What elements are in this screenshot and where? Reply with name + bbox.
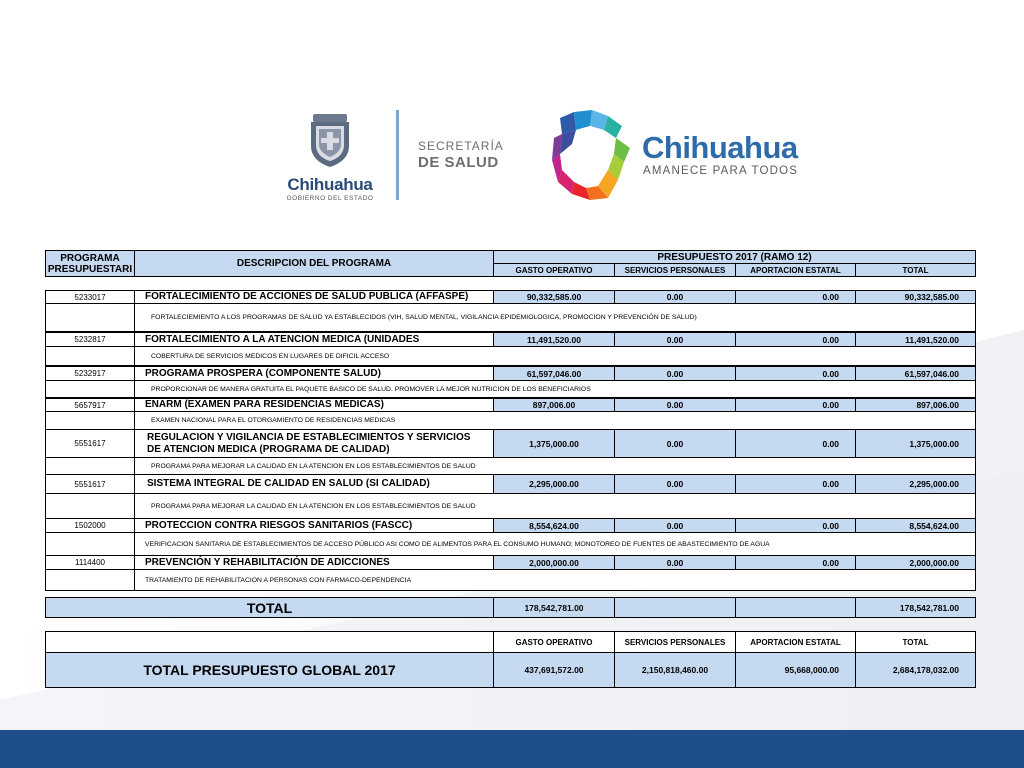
table-row-code: 1502000 [45, 518, 135, 533]
table-row-desc: PROGRAMA PARA MEJORAR LA CALIDAD EN LA ATENCION EN LOS ESTABLECIMIENTOS DE SALUD [134, 493, 976, 519]
header-presupuesto: PRESUPUESTO 2017 (RAMO 12) [493, 250, 976, 264]
table-row-gasto: 61,597,046.00 [493, 366, 615, 381]
header-descripcion: DESCRIPCION DEL PROGRAMA [134, 250, 494, 277]
table-row-name: PROGRAMA PROSPERA (COMPONENTE SALUD) [134, 366, 494, 381]
header-gasto: GASTO OPERATIVO [493, 263, 615, 277]
table-row-gasto: 897,006.00 [493, 398, 615, 412]
table-row-desc-code [45, 346, 135, 366]
table-row-desc: FORTALECIEMIENTO A LOS PROGRAMAS DE SALUD YA ESTABLECIDOS (VIH, SALUD MENTAL, VIGILANCIA EPIDEMIOLOGICA, PROMOCION Y PREVENCIÓN DE SALUD) [134, 303, 976, 332]
table-row-total: 61,597,046.00 [855, 366, 976, 381]
header-servicios: SERVICIOS PERSONALES [614, 263, 736, 277]
table-row-desc-code [45, 532, 135, 556]
table-row-desc-code [45, 457, 135, 475]
table-row-desc: TRATAMIENTO DE REHABILITACION A PERSONAS CON FARMACO-DEPENDENCIA [134, 569, 976, 591]
header-total: TOTAL [855, 263, 976, 277]
table-row-desc: PROGRAMA PARA MEJORAR LA CALIDAD EN LA ATENCION EN LOS ESTABLECIMIENTOS DE SALUD [134, 457, 976, 475]
total-servicios [614, 597, 736, 618]
table-row-servicios: 0.00 [614, 398, 736, 412]
table-row-gasto: 1,375,000.00 [493, 429, 615, 458]
footer-bar [0, 730, 1024, 768]
table-row-servicios: 0.00 [614, 429, 736, 458]
table-row-name: FORTALECIMIENTO A LA ATENCION MEDICA (UNIDADES [134, 332, 494, 347]
table-row-code: 5551617 [45, 429, 135, 458]
table-row-aportacion: 0.00 [735, 474, 856, 494]
table-row-name: PREVENCIÓN Y REHABILITACIÓN DE ADICCIONES [134, 555, 494, 570]
table-row-desc-code [45, 569, 135, 591]
table-row-aportacion: 0.00 [735, 290, 856, 304]
table-row-total: 1,375,000.00 [855, 429, 976, 458]
table-row-aportacion: 0.00 [735, 555, 856, 570]
table-row-name: ENARM (EXAMEN PARA RESIDENCIAS MEDICAS) [134, 398, 494, 412]
table-row-aportacion: 0.00 [735, 366, 856, 381]
table-row-desc-code [45, 303, 135, 332]
table-row-desc: EXAMEN NACIONAL PARA EL OTORGAMIENTO DE RESIDENCIAS MEDICAS [134, 411, 976, 430]
table-row-gasto: 2,295,000.00 [493, 474, 615, 494]
table-row-total: 11,491,520.00 [855, 332, 976, 347]
table-row-desc-code [45, 380, 135, 398]
table-row-desc-code [45, 493, 135, 519]
table-row-name: REGULACION Y VIGILANCIA DE ESTABLECIMIENTOS Y SERVICIOS DE ATENCION MEDICA (PROGRAMA DE CALIDAD) [134, 429, 494, 458]
table-row-desc-code [45, 411, 135, 430]
table-row-code: 5551617 [45, 474, 135, 494]
table-row-code: 5232817 [45, 332, 135, 347]
table-row-gasto: 8,554,624.00 [493, 518, 615, 533]
global-total-label: TOTAL PRESUPUESTO GLOBAL 2017 [45, 652, 494, 688]
global-header-total: TOTAL [855, 631, 976, 653]
total-label: TOTAL [45, 597, 494, 618]
header-aportacion: APORTACION ESTATAL [735, 263, 856, 277]
header-programa: PROGRAMA PRESUPUESTARI [45, 250, 135, 277]
table-row-servicios: 0.00 [614, 332, 736, 347]
table-row-servicios: 0.00 [614, 474, 736, 494]
table-row-total: 897,006.00 [855, 398, 976, 412]
table-row-code: 5232917 [45, 366, 135, 381]
global-header-gasto: GASTO OPERATIVO [493, 631, 615, 653]
coat-of-arms-icon [307, 112, 353, 168]
total-total: 178,542,781.00 [855, 597, 976, 618]
table-row-code: 1114400 [45, 555, 135, 570]
table-row-total: 2,000,000.00 [855, 555, 976, 570]
global-gasto: 437,691,572.00 [493, 652, 615, 688]
chihuahua-map-icon [552, 108, 632, 202]
table-row-gasto: 90,332,585.00 [493, 290, 615, 304]
table-row-servicios: 0.00 [614, 555, 736, 570]
gobierno-subtitle: GOBIERNO DEL ESTADO [286, 195, 374, 202]
table-row-gasto: 2,000,000.00 [493, 555, 615, 570]
table-row-name: SISTEMA INTEGRAL DE CALIDAD EN SALUD (SI CALIDAD) [134, 474, 494, 494]
table-row-total: 8,554,624.00 [855, 518, 976, 533]
table-row-desc: COBERTURA DE SERVICIOS MEDICOS EN LUGARES DE DIFICIL ACCESO [134, 346, 976, 366]
global-total: 2,684,178,032.00 [855, 652, 976, 688]
table-row-aportacion: 0.00 [735, 429, 856, 458]
table-row-aportacion: 0.00 [735, 398, 856, 412]
table-row-name: PROTECCION CONTRA RIESGOS SANITARIOS (FASCC) [134, 518, 494, 533]
total-gasto: 178,542,781.00 [493, 597, 615, 618]
table-row-aportacion: 0.00 [735, 518, 856, 533]
global-aportacion: 95,668,000.00 [735, 652, 856, 688]
state-brand-name: Chihuahua [642, 130, 798, 165]
global-header-servicios: SERVICIOS PERSONALES [614, 631, 736, 653]
table-row-code: 5233017 [45, 290, 135, 304]
state-brand-tagline: AMANECE PARA TODOS [643, 165, 799, 177]
logo-divider [396, 110, 399, 200]
table-row-aportacion: 0.00 [735, 332, 856, 347]
table-row-gasto: 11,491,520.00 [493, 332, 615, 347]
table-row-total: 2,295,000.00 [855, 474, 976, 494]
table-row-code: 5657917 [45, 398, 135, 412]
table-row-total: 90,332,585.00 [855, 290, 976, 304]
gobierno-name: Chihuahua [287, 175, 373, 194]
table-row-servicios: 0.00 [614, 290, 736, 304]
table-row-desc: PROPORCIONAR DE MANERA GRATUITA EL PAQUETE BASICO DE SALUD. PROMOVER LA MEJOR NUTRICION DE LOS BENEFICIARIOS [134, 380, 976, 398]
table-row-name: FORTALECIMIENTO DE ACCIONES DE SALUD PUBLICA (AFFASPE) [134, 290, 494, 304]
global-servicios: 2,150,818,460.00 [614, 652, 736, 688]
secretaria-line1: SECRETARÍA [418, 139, 504, 153]
gobierno-logo [280, 112, 380, 202]
table-row-desc: VERIFICACION SANITARIA DE ESTABLECIMIENTOS DE ACCESO PÚBLICO ASI COMO DE ALIMENTOS PARA EL CONSUMO HUMANO; MONOTOREO DE FUENTES DE ABASTECIMIENTO DE AGUA [134, 532, 976, 556]
global-header-aportacion: APORTACION ESTATAL [735, 631, 856, 653]
table-row-servicios: 0.00 [614, 366, 736, 381]
table-row-servicios: 0.00 [614, 518, 736, 533]
secretaria-line2: DE SALUD [418, 154, 499, 171]
total-aportacion [735, 597, 856, 618]
global-header-spacer [45, 631, 494, 653]
